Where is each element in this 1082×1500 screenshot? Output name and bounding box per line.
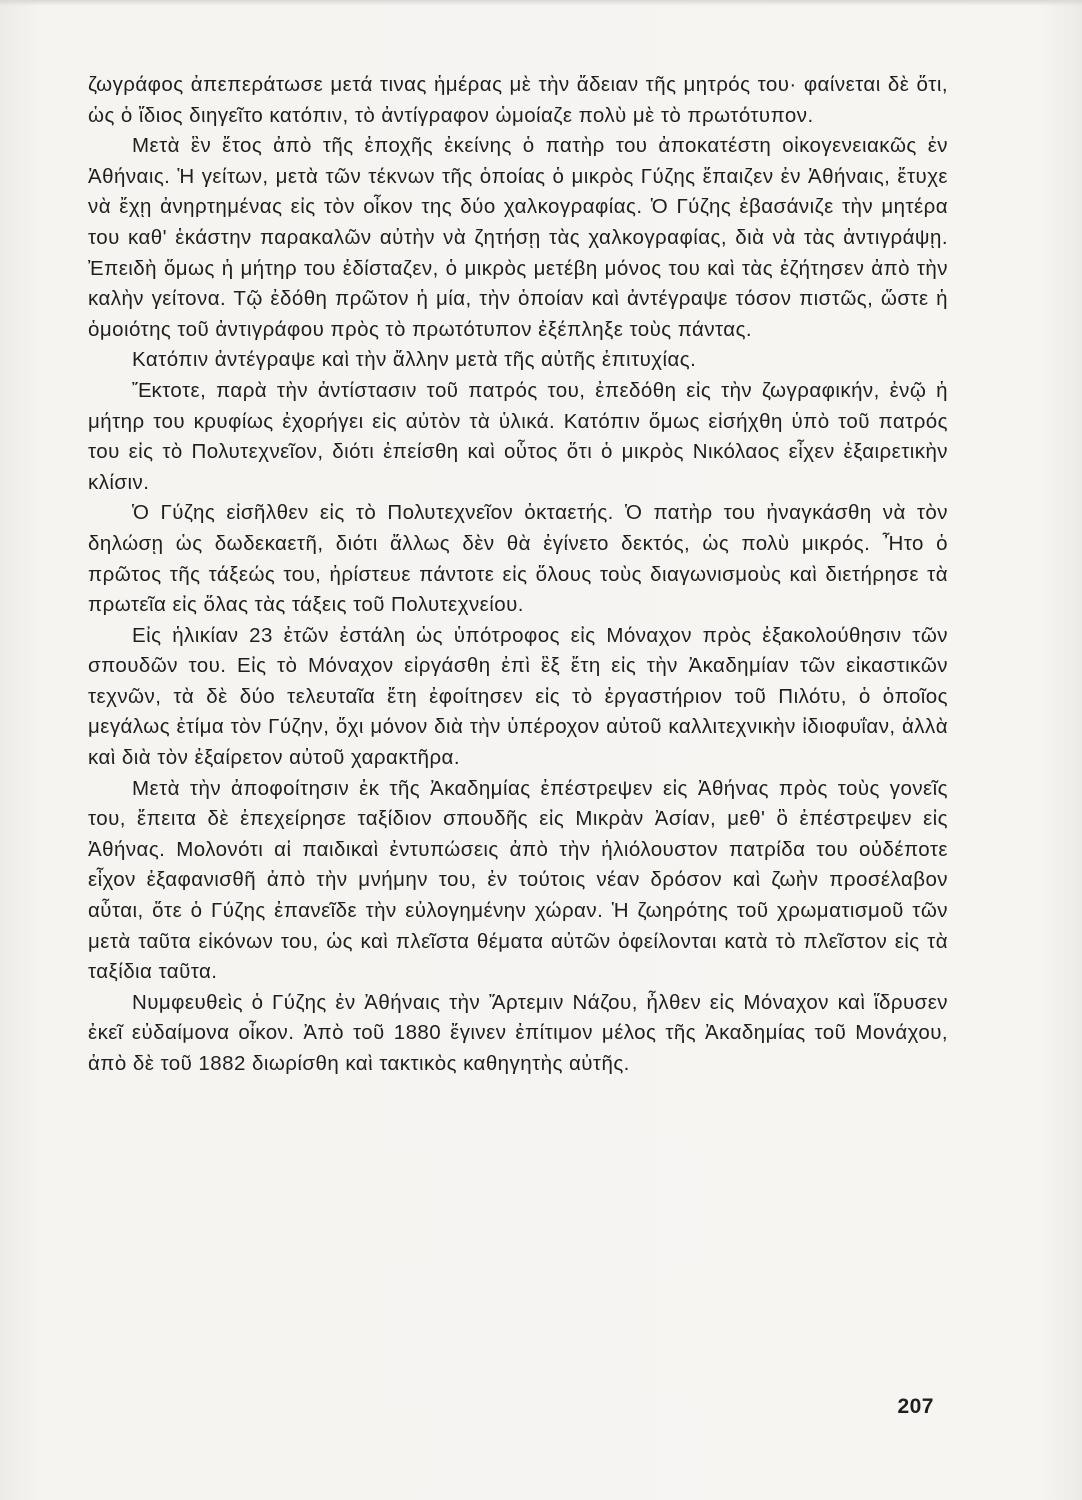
page-top-edge: [0, 0, 1082, 6]
paragraph-5: Ὁ Γύζης εἰσῆλθεν εἰς τὸ Πολυτεχνεῖον ὀκταετής. Ὁ πατὴρ του ἠναγκάσθη νὰ τὸν δηλώσῃ ὡς δωδεκαετῆ, διότι ἄλλως δὲν θὰ ἐγίνετο δεκτός, ὡς πολὺ μικρός. Ἦτο ὁ πρῶτος τῆς τάξεώς του, ἠρίστευε πάντοτε εἰς ὅλους τοὺς διαγωνισμοὺς καὶ διετήρησε τὰ πρωτεῖα εἰς ὅλας τὰς τάξεις τοῦ Πολυτεχνείου.: [88, 501, 948, 617]
paragraph-2: Μετὰ ἓν ἔτος ἀπὸ τῆς ἐποχῆς ἐκείνης ὁ πατὴρ του ἀποκατέστη οἰκογενειακῶς ἐν Ἀθήναις. Ἡ γείτων, μετὰ τῶν τέκνων τῆς ὁποίας ὁ μικρὸς Γύζης ἔπαιζεν ἐν Ἀθήναις, ἔτυχε νὰ ἔχῃ ἀνηρτημένας εἰς τὸν οἶκον της δύο χαλκογραφίας. Ὁ Γύζης ἐβασάνιζε τὴν μητέρα του καθ' ἑκάστην παρακαλῶν αὐτὴν νὰ ζητήσῃ τὰς χαλκογραφίας, διὰ νὰ τὰς ἀντιγράψῃ. Ἐπειδὴ ὅμως ἡ μήτηρ του ἐδίσταζεν, ὁ μικρὸς μετέβη μόνος του καὶ τὰς ἐζήτησεν ἀπὸ τὴν καλὴν γείτονα. Τῷ ἐδόθη πρῶτον ἡ μία, τὴν ὁποίαν καὶ ἀντέγραψε τόσον πιστῶς, ὥστε ἡ ὁμοιότης τοῦ ἀντιγράφου πρὸς τὸ πρωτότυπον ἐξέπληξε τοὺς πάντας.: [88, 134, 948, 341]
paragraph-1: ζωγράφος ἀπεπεράτωσε μετά τινας ἡμέρας μὲ τὴν ἄδειαν τῆς μητρός του· φαίνεται δὲ ὅτι, ὡς ὁ ἴδιος διηγεῖτο κατόπιν, τὸ ἀντίγραφον ὡμοίαζε πολὺ μὲ τὸ πρωτότυπον.: [88, 73, 948, 127]
paragraph-7: Μετὰ τὴν ἀποφοίτησιν ἐκ τῆς Ἀκαδημίας ἐπέστρεψεν εἰς Ἀθήνας πρὸς τοὺς γονεῖς του, ἔπειτα δὲ ἐπεχείρησε ταξίδιον σπουδῆς εἰς Μικρὰν Ἀσίαν, μεθ' ὃ ἐπέστρεψεν εἰς Ἀθήνας. Μολονότι αἱ παιδικαὶ ἐντυπώσεις ἀπὸ τὴν ἡλιόλουστον πατρίδα του οὐδέποτε εἶχον ἐξαφανισθῆ ἀπὸ τὴν μνήμην του, ἐν τούτοις νέαν δρόσον καὶ ζωὴν προσέλαβον αὗται, ὅτε ὁ Γύζης ἐπανεῖδε τὴν εὐλογημένην χώραν. Ἡ ζωηρότης τοῦ χρωματισμοῦ τῶν μετὰ ταῦτα εἰκόνων του, ὡς καὶ πλεῖστα θέματα αὐτῶν ὀφείλονται κατὰ τὸ πλεῖστον εἰς τὰ ταξίδια ταῦτα.: [88, 776, 948, 984]
paragraph-8: Νυμφευθεὶς ὁ Γύζης ἐν Ἀθήναις τὴν Ἄρτεμιν Νάζου, ἦλθεν εἰς Μόναχον καὶ ἵδρυσεν ἐκεῖ εὐδαίμονα οἶκον. Ἀπὸ τοῦ 1880 ἔγινεν ἐπίτιμον μέλος τῆς Ἀκαδημίας τοῦ Μονάχου, ἀπὸ δὲ τοῦ 1882 διωρίσθη καὶ τακτικὸς καθηγητὴς αὐτῆς.: [88, 990, 948, 1075]
paragraph-3: Κατόπιν ἀντέγραψε καὶ τὴν ἄλλην μετὰ τῆς αὐτῆς ἐπιτυχίας.: [132, 348, 697, 372]
paragraph-6: Εἰς ἡλικίαν 23 ἐτῶν ἐστάλη ὡς ὑπότροφος εἰς Μόναχον πρὸς ἐξακολούθησιν τῶν σπουδῶν του. Εἰς τὸ Μόναχον εἰργάσθη ἐπὶ ἓξ ἔτη εἰς τὴν Ἀκαδημίαν τῶν εἰκαστικῶν τεχνῶν, τὰ δὲ δύο τελευταῖα ἔτη ἐφοίτησεν εἰς τὸ ἐργαστήριον τοῦ Πιλότυ, ὁ ὁποῖος μεγάλως ἐτίμα τὸν Γύζην, ὄχι μόνον διὰ τὴν ὑπέροχον αὐτοῦ καλλιτεχνικὴν ἰδιοφυΐαν, ἀλλὰ καὶ διὰ τὸν ἐξαίρετον αὐτοῦ χαρακτῆρα.: [88, 623, 948, 770]
page-number: 207: [897, 1395, 934, 1418]
body-text: [88, 70, 948, 1080]
paragraph-4: Ἔκτοτε, παρὰ τὴν ἀντίστασιν τοῦ πατρός του, ἐπεδόθη εἰς τὴν ζωγραφικήν, ἐνῷ ἡ μήτηρ του κρυφίως ἐχορήγει εἰς αὐτὸν τὰ ὑλικά. Κατόπιν ὅμως εἰσήχθη ὑπὸ τοῦ πατρός του εἰς τὸ Πολυτεχνεῖον, διότι ἐπείσθη καὶ οὗτος ὅτι ὁ μικρὸς Νικόλαος εἶχεν ἐξαιρετικὴν κλίσιν.: [88, 378, 948, 494]
